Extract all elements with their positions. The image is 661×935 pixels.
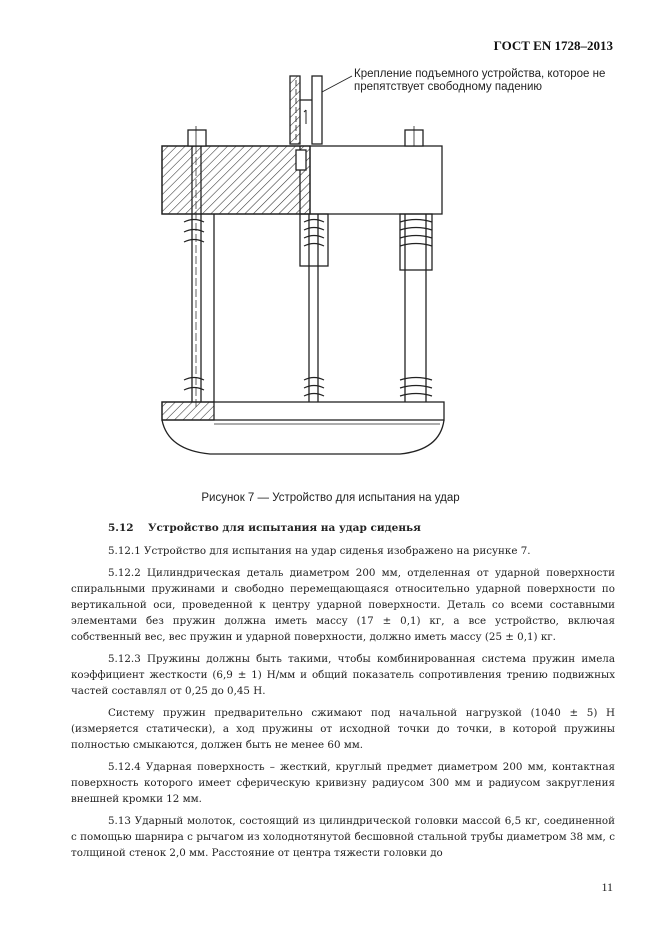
paragraph-5-12-2: 5.12.2 Цилиндрическая деталь диаметром 200 мм, отделенная от ударной поверхности спиральными пружинами и свободно перемещающаяся относительно ударной поверхности по вертикальной оси, проведенной к центру ударной поверхности. Деталь со всеми составными элементами без пружин должна иметь массу (17 ± 0,1) кг, а все устройство, включая собственный вес, вес пружин и ударной поверхности, должно иметь массу (25 ± 0,1) кг. — [71, 567, 615, 643]
lift-bar-right — [312, 76, 322, 144]
lift-bar-left — [290, 76, 300, 144]
paragraph-5-12-1: 5.12.1 Устройство для испытания на удар сиденья изображено на рисунке 7. — [108, 545, 531, 557]
paragraph-5-13: 5.13 Ударный молоток, состоящий из цилиндрической головки массой 6,5 кг, соединенной с помощью шарнира с рычагом из холоднотянутой бесшовной стальной трубы диаметром 38 мм, с толщиной стенок 2,0 мм. Расстояние от центра тяжести головки до — [71, 815, 615, 859]
page-number: 11 — [601, 880, 613, 894]
document-header: ГОСТ EN 1728–2013 — [493, 38, 613, 53]
paragraph-spring-system: Систему пружин предварительно сжимают под начальной нагрузкой (1040 ± 5) Н (измеряется статически), а ход пружины от исходной точки до точки, в которой пружины полностью смыкаются, должен быть не менее 60 мм. — [71, 707, 615, 751]
section-title-text: Устройство для испытания на удар сиденья — [148, 522, 421, 534]
section-number: 5.12 — [108, 522, 134, 534]
figure-callout: Крепление подъемного устройства, которое не препятствует свободному падению — [354, 68, 606, 93]
impact-device-drawing — [150, 62, 620, 462]
paragraph-5-12-4: 5.12.4 Ударная поверхность – жесткий, круглый предмет диаметром 200 мм, контактная поверхность которого имеет сферическую кривизну радиусом 300 мм и радиусом закругления внешней кромки 12 мм. — [71, 761, 615, 805]
section-title — [71, 520, 615, 536]
body-text — [71, 520, 615, 867]
figure-caption: Рисунок 7 — Устройство для испытания на удар — [201, 492, 460, 504]
paragraph-5-12-3: 5.12.3 Пружины должны быть такими, чтобы комбинированная система пружин имела коэффициент жесткости (6,9 ± 1) Н/мм и общий показатель сопротивления трению подвижных частей составлял от 0,25 до 0,45 Н. — [71, 653, 615, 697]
impact-surface — [162, 420, 444, 454]
